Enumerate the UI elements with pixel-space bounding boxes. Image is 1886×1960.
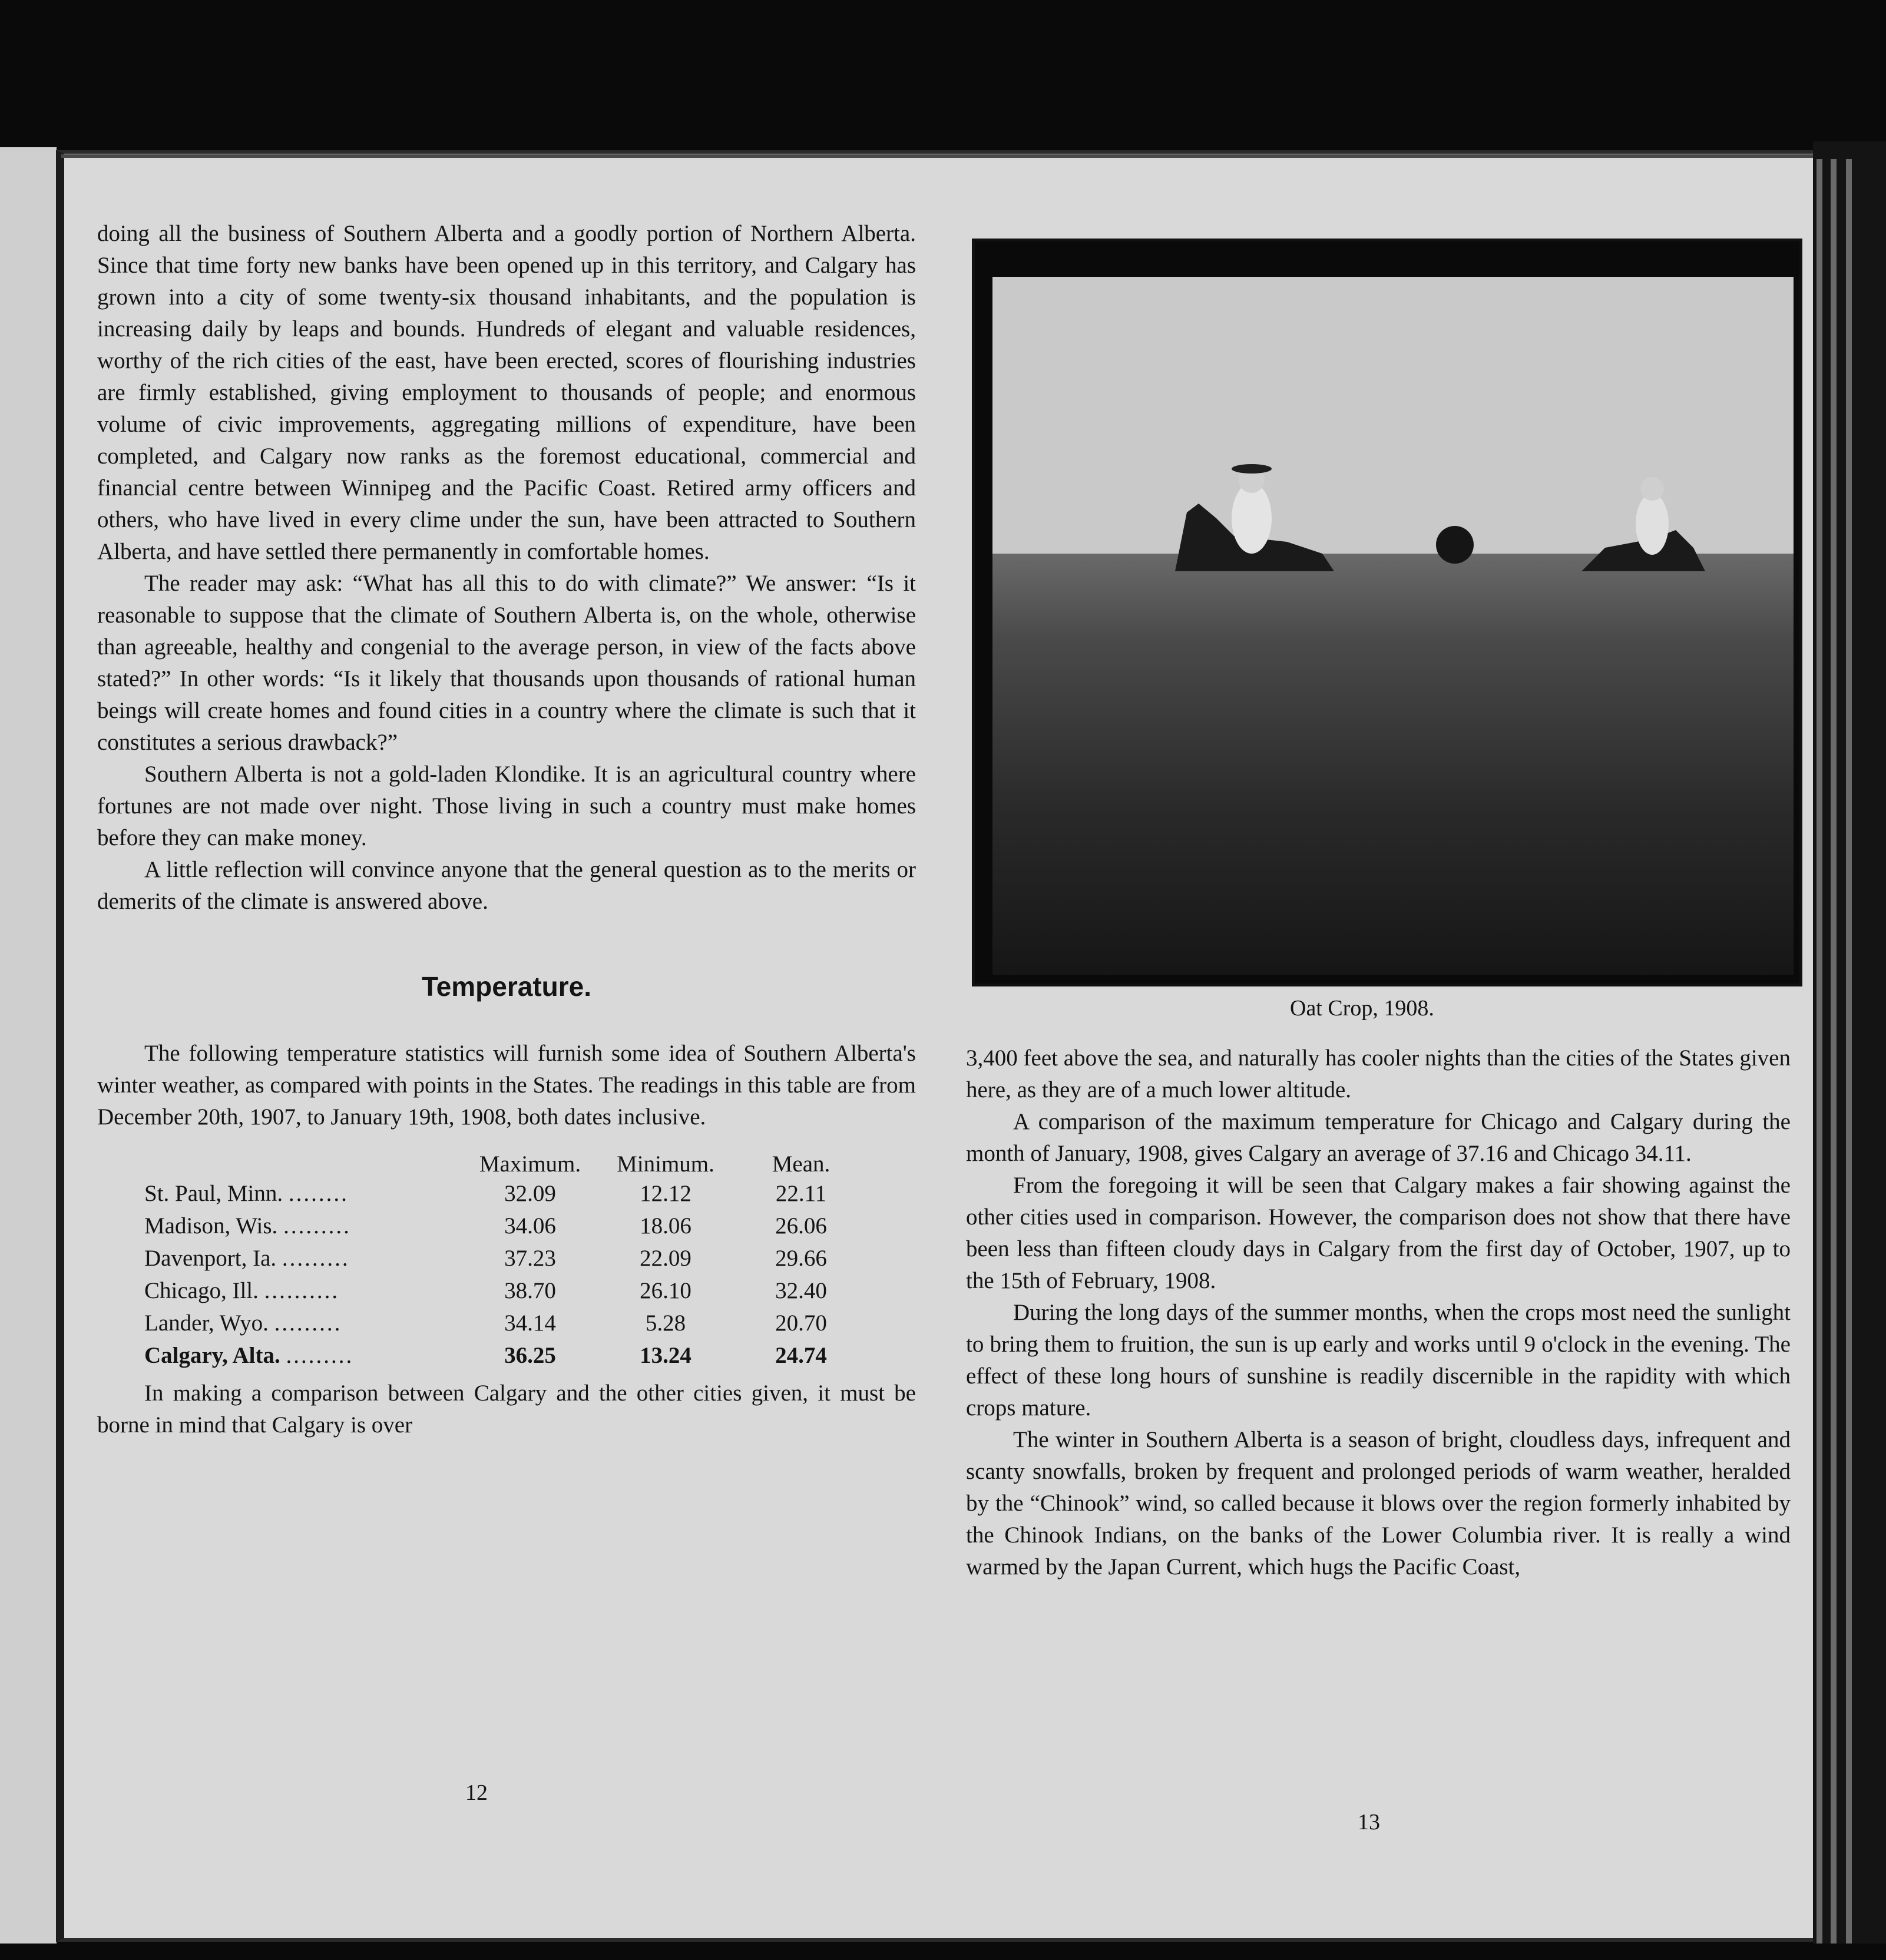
min-value: 12.12 — [640, 1181, 691, 1206]
paragraph-5: The winter in Southern Alberta is a season of bright, cloudless days, infrequent and scanty snowfalls, broken by frequent and prolonged periods of warm weather, heralded by the “Chinook” wind, so called because it blows over the region formerly inhabited by the Chinook Indians, on the banks of the Lower Columbia river. It is really a wind warmed by the Japan Current, which hugs the Pacific Coast, — [966, 1427, 1791, 1580]
max-value: 38.70 — [504, 1278, 556, 1303]
mean-value: 20.70 — [775, 1310, 827, 1336]
table-row — [133, 1242, 869, 1274]
paragraph-1: 3,400 feet above the sea, and naturally has cooler nights than the cities of the States given here, as they are of a much lower altitude. — [966, 1045, 1791, 1102]
leader-dots: .......... — [264, 1278, 340, 1303]
max-value: 34.06 — [504, 1213, 556, 1239]
temperature-table — [133, 1151, 869, 1372]
page-number-right: 13 — [1358, 1810, 1380, 1835]
leader-dots: ......... — [274, 1310, 342, 1336]
city-name: St. Paul, Minn. — [144, 1181, 283, 1206]
paragraph-3: From the foregoing it will be seen that Calgary makes a fair showing against the other cities used in comparison. However, the comparison does not show that there have been less than fifteen cloudy days in Calgary from the first day of October, 1907, up to the 15th of February, 1908. — [966, 1173, 1791, 1293]
paragraph-3: Southern Alberta is not a gold-laden Klondike. It is an agricultural country where fortunes are not made over night. Those living in such a country must make homes before they can make money. — [97, 762, 916, 850]
section-heading: Temperature. — [421, 971, 592, 1002]
paragraph-2: A comparison of the maximum temperature for Chicago and Calgary during the month of January, 1908, gives Calgary an average of 37.16 and Chicago 34.11. — [966, 1109, 1791, 1166]
city-name: Madison, Wis. — [144, 1213, 278, 1239]
left-page — [97, 218, 916, 1441]
top-page-rule — [61, 154, 1822, 158]
column-header-minimum: Minimum. — [617, 1151, 714, 1177]
max-value: 36.25 — [504, 1343, 556, 1368]
right-page-stack — [1813, 141, 1886, 1944]
riders-silhouette-icon — [992, 277, 1794, 975]
table-header-row — [133, 1151, 869, 1177]
paragraph-4: During the long days of the summer months, when the crops most need the sunlight to bring them to fruition, the sun is up early and works until 9 o'clock in the evening. The effect of these long hours of sunshine is readily discernible in the rapidity with which crops mature. — [966, 1300, 1791, 1421]
leader-dots: ......... — [286, 1343, 354, 1368]
table-row-calgary — [133, 1339, 869, 1372]
mean-value: 32.40 — [775, 1278, 827, 1303]
max-value: 34.14 — [504, 1310, 556, 1336]
right-page — [966, 1042, 1791, 1583]
closing-paragraph: In making a comparison between Calgary and the other cities given, it must be borne in mind that Calgary is over — [97, 1380, 916, 1438]
table-row — [133, 1210, 869, 1242]
city-name: Calgary, Alta. — [144, 1343, 280, 1368]
min-value: 18.06 — [640, 1213, 691, 1239]
column-header-maximum: Maximum. — [479, 1151, 581, 1177]
min-value: 22.09 — [640, 1246, 691, 1271]
city-name: Davenport, Ia. — [144, 1246, 277, 1271]
oat-crop-photo — [972, 239, 1802, 986]
table-row — [133, 1177, 869, 1210]
mean-value: 26.06 — [775, 1213, 827, 1239]
mean-value: 22.11 — [775, 1181, 827, 1206]
min-value: 26.10 — [640, 1278, 691, 1303]
max-value: 37.23 — [504, 1246, 556, 1271]
paragraph-1: doing all the business of Southern Alberta and a goodly portion of Northern Alberta. Since that time forty new banks have been opened up in this territory, and Calgary has grown into a city of some twenty-six thousand inhabitants, and the population is increasing daily by leaps and bounds. Hundreds of elegant and valuable residences, worthy of the rich cities of the east, have been erected, scores of flourishing industries are firmly established, giving employment to thousands of people; and enormous volume of civic improvements, aggregating millions of expenditure, have been completed, and Calgary now ranks as the foremost educational, commercial and financial centre between Winnipeg and the Pacific Coast. Retired army officers and others, who have lived in every clime under the sun, have been attracted to Southern Alberta, and have settled there permanently in comfortable homes. — [97, 221, 916, 564]
leader-dots: ........ — [288, 1181, 349, 1206]
min-value: 13.24 — [640, 1343, 691, 1368]
mean-value: 29.66 — [775, 1246, 827, 1271]
temperature-intro: The following temperature statistics will furnish some idea of Southern Alberta's winter weather, as compared with points in the States. The readings in this table are from December 20th, 1907, to January 19th, 1908, both dates inclusive. — [97, 1041, 916, 1130]
city-name: Lander, Wyo. — [144, 1310, 269, 1336]
left-page-edge — [0, 147, 57, 1944]
paragraph-4: A little reflection will convince anyone that the general question as to the merits or demerits of the climate is answered above. — [97, 857, 916, 914]
paragraph-2: The reader may ask: “What has all this to do with climate?” We answer: “Is it reasonable to suppose that the climate of Southern Alberta is, on the whole, otherwise than agreeable, healthy and congenial to the average person, in view of the facts above stated?” In other words: “Is it likely that thousands upon thousands of rational human beings will create homes and found cities in a country where the climate is such that it constitutes a serious drawback?” — [97, 571, 916, 755]
leader-dots: ......... — [283, 1213, 351, 1239]
page-number-left: 12 — [465, 1780, 488, 1805]
column-header-mean: Mean. — [772, 1151, 830, 1177]
max-value: 32.09 — [504, 1181, 556, 1206]
table-row — [133, 1307, 869, 1339]
min-value: 5.28 — [645, 1310, 686, 1336]
photo-image — [992, 277, 1794, 975]
table-row — [133, 1274, 869, 1307]
photo-caption: Oat Crop, 1908. — [1290, 996, 1434, 1021]
city-name: Chicago, Ill. — [144, 1278, 259, 1303]
leader-dots: ......... — [282, 1246, 350, 1271]
mean-value: 24.74 — [775, 1343, 827, 1368]
